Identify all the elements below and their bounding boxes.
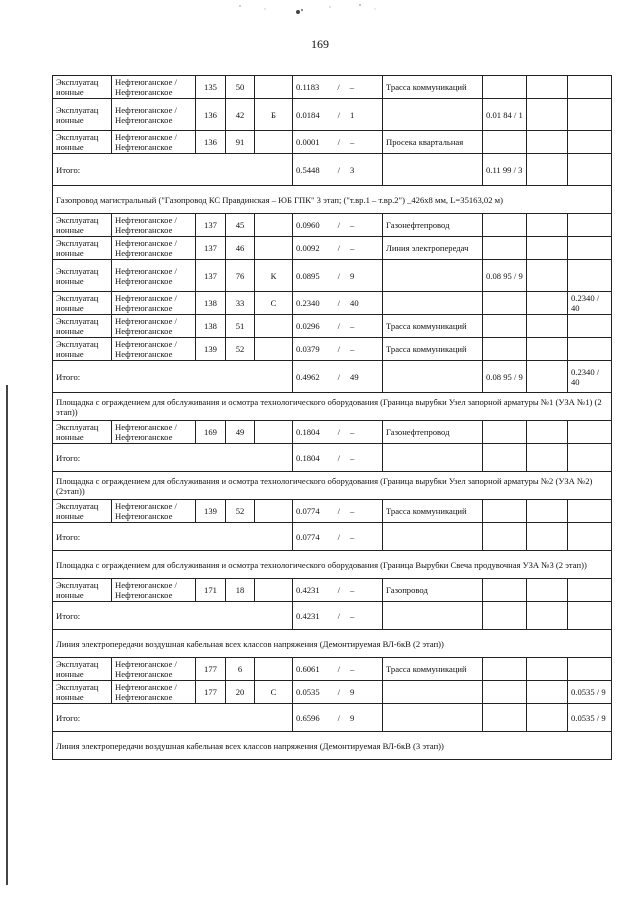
allotment-cell: 18 xyxy=(226,579,255,602)
purpose-cell xyxy=(383,602,483,630)
table-row xyxy=(53,99,612,131)
area-cell xyxy=(293,704,383,732)
allotment-cell: 33 xyxy=(226,292,255,315)
category-code-cell: К xyxy=(255,260,293,292)
clearing-cell xyxy=(483,704,527,732)
page-number: 169 xyxy=(311,37,329,51)
separator: / xyxy=(337,427,341,437)
quarter-cell: 171 xyxy=(196,579,226,602)
table-row xyxy=(53,658,612,681)
reserve-cell xyxy=(527,154,568,186)
area-value: 0.0184 xyxy=(296,109,320,120)
section-title: Площадка с ограждением для обслуживания и осмотра технологического оборудования (Граница вырубки Узел запорной арматуры №2 (УЗА №2) (2этап)) xyxy=(53,472,612,500)
other-cell: 0.2340 / 40 xyxy=(568,361,612,393)
category-cell: Эксплуатац ионные xyxy=(53,579,112,602)
separator: / xyxy=(337,344,341,354)
area-value: 0.4231 xyxy=(296,610,320,621)
category-code-cell xyxy=(255,315,293,338)
volume-value: – xyxy=(350,427,355,437)
scan-edge-mark xyxy=(6,385,8,885)
area-value: 0.0535 xyxy=(296,687,320,697)
subtotal-label: Итого: xyxy=(53,444,293,472)
purpose-cell: Линия электропередач xyxy=(383,237,483,260)
separator: / xyxy=(337,712,341,723)
subtotal-row xyxy=(53,523,612,551)
volume-value: – xyxy=(350,585,355,595)
subtotal-row xyxy=(53,602,612,630)
other-cell: 0.0535 / 9 xyxy=(568,681,612,704)
other-cell xyxy=(568,154,612,186)
category-code-cell xyxy=(255,338,293,361)
category-code-cell xyxy=(255,500,293,523)
section-title: Линия электропередачи воздушная кабельная всех классов напряжения (Демонтируемая ВЛ-6кВ (2 этап)) xyxy=(53,630,612,658)
reserve-cell xyxy=(527,523,568,551)
area-value: 0.2340 xyxy=(296,298,320,308)
forestry-cell: Нефтеюганское / Нефтеюганское xyxy=(112,292,196,315)
other-cell xyxy=(568,658,612,681)
category-code-cell xyxy=(255,76,293,99)
reserve-cell xyxy=(527,315,568,338)
clearing-cell xyxy=(483,237,527,260)
area-cell xyxy=(293,523,383,551)
other-cell xyxy=(568,579,612,602)
allotment-cell: 50 xyxy=(226,76,255,99)
forestry-cell: Нефтеюганское / Нефтеюганское xyxy=(112,658,196,681)
separator: / xyxy=(337,220,341,230)
clearing-cell: 0.11 99 / 3 xyxy=(483,154,527,186)
other-cell: 0.0535 / 9 xyxy=(568,704,612,732)
area-value: 0.0774 xyxy=(296,506,320,516)
scan-noise xyxy=(220,0,400,18)
category-cell: Эксплуатац ионные xyxy=(53,237,112,260)
purpose-cell: Газонефтепровод xyxy=(383,421,483,444)
clearing-cell xyxy=(483,602,527,630)
separator: / xyxy=(337,664,341,674)
land-plots-table xyxy=(52,75,612,760)
separator: / xyxy=(337,109,341,120)
clearing-cell xyxy=(483,421,527,444)
other-cell xyxy=(568,500,612,523)
table-row xyxy=(53,500,612,523)
area-cell xyxy=(293,260,383,292)
category-code-cell xyxy=(255,214,293,237)
category-cell: Эксплуатац ионные xyxy=(53,260,112,292)
area-value: 0.6596 xyxy=(296,712,320,723)
quarter-cell: 137 xyxy=(196,214,226,237)
section-header-row xyxy=(53,472,612,500)
volume-value: – xyxy=(350,531,355,542)
area-cell xyxy=(293,500,383,523)
reserve-cell xyxy=(527,99,568,131)
subtotal-row xyxy=(53,704,612,732)
area-cell xyxy=(293,602,383,630)
purpose-cell: Просека квартальная xyxy=(383,131,483,154)
category-cell: Эксплуатац ионные xyxy=(53,338,112,361)
other-cell xyxy=(568,76,612,99)
volume-value: 1 xyxy=(350,109,355,120)
area-value: 0.0092 xyxy=(296,243,320,253)
area-value: 0.1804 xyxy=(296,427,320,437)
category-code-cell xyxy=(255,421,293,444)
separator: / xyxy=(337,298,341,308)
other-cell xyxy=(568,315,612,338)
forestry-cell: Нефтеюганское / Нефтеюганское xyxy=(112,579,196,602)
volume-value: 9 xyxy=(350,687,355,697)
allotment-cell: 20 xyxy=(226,681,255,704)
table-row xyxy=(53,421,612,444)
area-cell xyxy=(293,99,383,131)
volume-value: 9 xyxy=(350,712,355,723)
volume-value: – xyxy=(350,610,355,621)
area-cell xyxy=(293,338,383,361)
allotment-cell: 6 xyxy=(226,658,255,681)
category-cell: Эксплуатац ионные xyxy=(53,99,112,131)
clearing-cell xyxy=(483,444,527,472)
purpose-cell xyxy=(383,444,483,472)
separator: / xyxy=(337,531,341,542)
subtotal-label: Итого: xyxy=(53,704,293,732)
allotment-cell: 91 xyxy=(226,131,255,154)
allotment-cell: 42 xyxy=(226,99,255,131)
reserve-cell xyxy=(527,292,568,315)
table-row xyxy=(53,76,612,99)
table-row xyxy=(53,237,612,260)
area-cell xyxy=(293,658,383,681)
quarter-cell: 138 xyxy=(196,292,226,315)
forestry-cell: Нефтеюганское / Нефтеюганское xyxy=(112,131,196,154)
forestry-cell: Нефтеюганское / Нефтеюганское xyxy=(112,76,196,99)
forestry-cell: Нефтеюганское / Нефтеюганское xyxy=(112,99,196,131)
category-cell: Эксплуатац ионные xyxy=(53,131,112,154)
volume-value: – xyxy=(350,506,355,516)
area-value: 0.0296 xyxy=(296,321,320,331)
forestry-cell: Нефтеюганское / Нефтеюганское xyxy=(112,421,196,444)
area-value: 0.0001 xyxy=(296,137,320,147)
table-row xyxy=(53,131,612,154)
forestry-cell: Нефтеюганское / Нефтеюганское xyxy=(112,260,196,292)
other-cell xyxy=(568,338,612,361)
other-cell: 0.2340 / 40 xyxy=(568,292,612,315)
area-value: 0.0379 xyxy=(296,344,320,354)
purpose-cell xyxy=(383,704,483,732)
allotment-cell: 51 xyxy=(226,315,255,338)
reserve-cell xyxy=(527,338,568,361)
clearing-cell xyxy=(483,292,527,315)
volume-value: – xyxy=(350,344,355,354)
section-header-row xyxy=(53,732,612,760)
quarter-cell: 137 xyxy=(196,237,226,260)
table-row xyxy=(53,260,612,292)
area-value: 0.0960 xyxy=(296,220,320,230)
category-cell: Эксплуатац ионные xyxy=(53,421,112,444)
purpose-cell xyxy=(383,681,483,704)
other-cell xyxy=(568,214,612,237)
volume-value: – xyxy=(350,137,355,147)
area-value: 0.6061 xyxy=(296,664,320,674)
section-header-row xyxy=(53,393,612,421)
category-code-cell xyxy=(255,658,293,681)
separator: / xyxy=(337,585,341,595)
category-cell: Эксплуатац ионные xyxy=(53,76,112,99)
subtotal-row xyxy=(53,154,612,186)
forestry-cell: Нефтеюганское / Нефтеюганское xyxy=(112,500,196,523)
section-title: Газопровод магистральный ("Газопровод КС Правдинская – ЮБ ГПК" 3 этап; ("т.вр.1 – т.вр.2") _426х8 мм, L=35163,02 м) xyxy=(53,186,612,214)
area-value: 0.1183 xyxy=(296,82,320,92)
section-header-row xyxy=(53,551,612,579)
quarter-cell: 138 xyxy=(196,315,226,338)
area-cell xyxy=(293,579,383,602)
reserve-cell xyxy=(527,602,568,630)
area-cell xyxy=(293,131,383,154)
volume-value: – xyxy=(349,82,355,92)
area-value: 0.4962 xyxy=(296,371,320,382)
reserve-cell xyxy=(527,421,568,444)
clearing-cell: 0.08 95 / 9 xyxy=(483,361,527,393)
separator: / xyxy=(337,82,340,92)
subtotal-label: Итого: xyxy=(53,523,293,551)
volume-value: – xyxy=(350,220,355,230)
purpose-cell: Трасса коммуникаций xyxy=(383,658,483,681)
allotment-cell: 46 xyxy=(226,237,255,260)
purpose-cell xyxy=(383,292,483,315)
reserve-cell xyxy=(527,260,568,292)
area-cell xyxy=(293,681,383,704)
category-cell: Эксплуатац ионные xyxy=(53,658,112,681)
separator: / xyxy=(337,270,341,281)
purpose-cell xyxy=(383,99,483,131)
category-code-cell xyxy=(255,237,293,260)
other-cell xyxy=(568,421,612,444)
separator: / xyxy=(337,321,341,331)
table-row xyxy=(53,338,612,361)
separator: / xyxy=(337,371,341,382)
table-row xyxy=(53,292,612,315)
area-cell xyxy=(293,214,383,237)
quarter-cell: 135 xyxy=(196,76,226,99)
clearing-cell xyxy=(483,315,527,338)
separator: / xyxy=(337,506,341,516)
area-cell xyxy=(293,444,383,472)
forestry-cell: Нефтеюганское / Нефтеюганское xyxy=(112,237,196,260)
forestry-cell: Нефтеюганское / Нефтеюганское xyxy=(112,214,196,237)
category-cell: Эксплуатац ионные xyxy=(53,292,112,315)
volume-value: 49 xyxy=(350,371,359,382)
reserve-cell xyxy=(527,361,568,393)
other-cell xyxy=(568,523,612,551)
quarter-cell: 136 xyxy=(196,131,226,154)
purpose-cell xyxy=(383,154,483,186)
separator: / xyxy=(337,243,341,253)
clearing-cell: 0.08 95 / 9 xyxy=(483,260,527,292)
allotment-cell: 52 xyxy=(226,500,255,523)
clearing-cell xyxy=(483,579,527,602)
volume-value: – xyxy=(350,321,355,331)
reserve-cell xyxy=(527,237,568,260)
table-row xyxy=(53,214,612,237)
purpose-cell xyxy=(383,523,483,551)
category-code-cell xyxy=(255,131,293,154)
section-title: Линия электропередачи воздушная кабельная всех классов напряжения (Демонтируемая ВЛ-6кВ (3 этап)) xyxy=(53,732,612,760)
category-cell: Эксплуатац ионные xyxy=(53,681,112,704)
clearing-cell xyxy=(483,658,527,681)
area-cell xyxy=(293,315,383,338)
table-row xyxy=(53,681,612,704)
quarter-cell: 136 xyxy=(196,99,226,131)
purpose-cell xyxy=(383,260,483,292)
quarter-cell: 137 xyxy=(196,260,226,292)
other-cell xyxy=(568,260,612,292)
clearing-cell xyxy=(483,214,527,237)
subtotal-label: Итого: xyxy=(53,154,293,186)
area-cell xyxy=(293,421,383,444)
allotment-cell: 76 xyxy=(226,260,255,292)
allotment-cell: 52 xyxy=(226,338,255,361)
quarter-cell: 169 xyxy=(196,421,226,444)
category-code-cell xyxy=(255,579,293,602)
section-title: Площадка с ограждением для обслуживания и осмотра технологического оборудования (Граница вырубки Узел запорной арматуры №1 (УЗА №1) (2 этап)) xyxy=(53,393,612,421)
section-header-row xyxy=(53,186,612,214)
area-cell xyxy=(293,361,383,393)
reserve-cell xyxy=(527,444,568,472)
clearing-cell xyxy=(483,523,527,551)
reserve-cell xyxy=(527,579,568,602)
quarter-cell: 139 xyxy=(196,500,226,523)
reserve-cell xyxy=(527,76,568,99)
forestry-cell: Нефтеюганское / Нефтеюганское xyxy=(112,315,196,338)
category-cell: Эксплуатац ионные xyxy=(53,315,112,338)
area-cell xyxy=(293,292,383,315)
area-cell xyxy=(293,76,383,99)
clearing-cell: 0.01 84 / 1 xyxy=(483,99,527,131)
volume-value: 9 xyxy=(350,270,355,281)
purpose-cell: Газонефтепровод xyxy=(383,214,483,237)
subtotal-label: Итого: xyxy=(53,602,293,630)
quarter-cell: 177 xyxy=(196,658,226,681)
category-code-cell: С xyxy=(255,681,293,704)
quarter-cell: 139 xyxy=(196,338,226,361)
clearing-cell xyxy=(483,500,527,523)
volume-value: 40 xyxy=(350,298,359,308)
volume-value: 3 xyxy=(350,164,355,175)
purpose-cell: Трасса коммуникаций xyxy=(383,76,483,99)
section-header-row xyxy=(53,630,612,658)
clearing-cell xyxy=(483,338,527,361)
clearing-cell xyxy=(483,681,527,704)
reserve-cell xyxy=(527,214,568,237)
allotment-cell: 45 xyxy=(226,214,255,237)
subtotal-row xyxy=(53,361,612,393)
volume-value: – xyxy=(350,243,355,253)
purpose-cell: Трасса коммуникаций xyxy=(383,338,483,361)
category-cell: Эксплуатац ионные xyxy=(53,214,112,237)
volume-value: – xyxy=(350,664,355,674)
category-code-cell: Б xyxy=(255,99,293,131)
volume-value: – xyxy=(350,452,355,463)
separator: / xyxy=(337,137,341,147)
table-row xyxy=(53,579,612,602)
other-cell xyxy=(568,99,612,131)
area-value: 0.1804 xyxy=(296,452,320,463)
other-cell xyxy=(568,602,612,630)
subtotal-label: Итого: xyxy=(53,361,293,393)
category-cell: Эксплуатац ионные xyxy=(53,500,112,523)
clearing-cell xyxy=(483,131,527,154)
area-value: 0.0895 xyxy=(296,270,320,281)
reserve-cell xyxy=(527,500,568,523)
purpose-cell xyxy=(383,361,483,393)
clearing-cell xyxy=(483,76,527,99)
area-cell xyxy=(293,154,383,186)
section-title: Площадка с ограждением для обслуживания и осмотра технологического оборудования (Граница Вырубки Свеча продувочная УЗА №3 (2 этап)) xyxy=(53,551,612,579)
area-value: 0.0774 xyxy=(296,531,320,542)
reserve-cell xyxy=(527,681,568,704)
area-cell xyxy=(293,237,383,260)
separator: / xyxy=(337,687,341,697)
purpose-cell: Газопровод xyxy=(383,579,483,602)
subtotal-row xyxy=(53,444,612,472)
separator: / xyxy=(337,452,341,463)
reserve-cell xyxy=(527,131,568,154)
separator: / xyxy=(337,164,341,175)
table-row xyxy=(53,315,612,338)
separator: / xyxy=(337,610,341,621)
forestry-cell: Нефтеюганское / Нефтеюганское xyxy=(112,338,196,361)
quarter-cell: 177 xyxy=(196,681,226,704)
table-body xyxy=(53,76,612,760)
purpose-cell: Трасса коммуникаций xyxy=(383,500,483,523)
other-cell xyxy=(568,444,612,472)
other-cell xyxy=(568,131,612,154)
other-cell xyxy=(568,237,612,260)
forestry-cell: Нефтеюганское / Нефтеюганское xyxy=(112,681,196,704)
area-value: 0.4231 xyxy=(296,585,320,595)
reserve-cell xyxy=(527,704,568,732)
category-code-cell: С xyxy=(255,292,293,315)
area-value: 0.5448 xyxy=(296,164,320,175)
allotment-cell: 49 xyxy=(226,421,255,444)
reserve-cell xyxy=(527,658,568,681)
purpose-cell: Трасса коммуникаций xyxy=(383,315,483,338)
